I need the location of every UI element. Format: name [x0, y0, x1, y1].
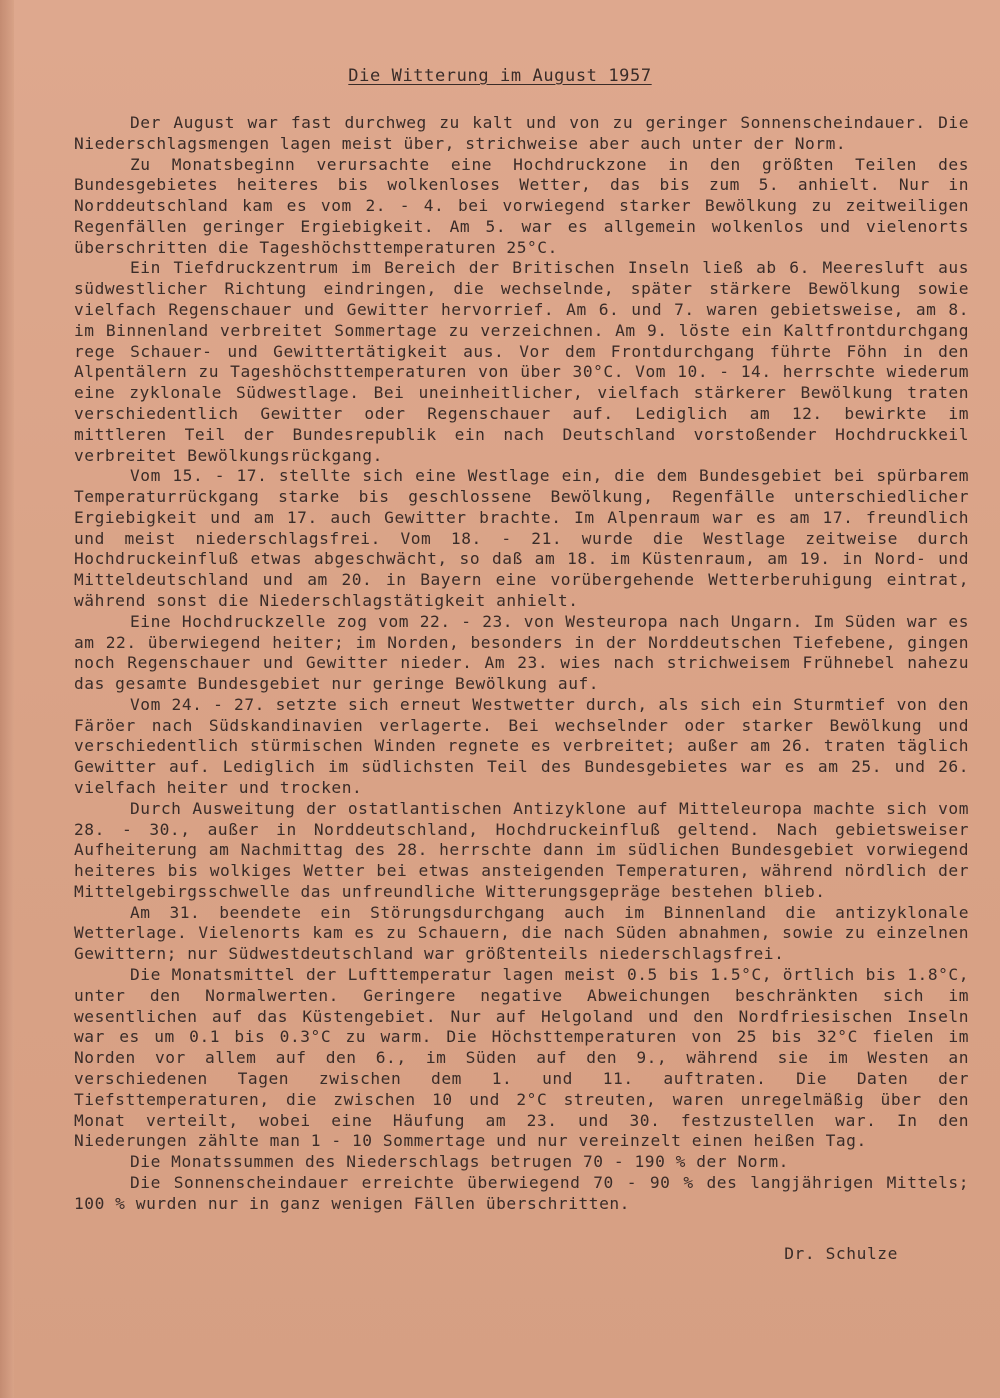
paragraph-month-start: Zu Monatsbeginn verursachte eine Hochdruckzone in den größten Teilen des Bundesgebietes heiteres bis wolkenloses Wetter, das bis zum 5. anhielt. Nur in Norddeutschland kam es vom 2. - 4. bei vorwiegend starker Bewölkung zu zeitweiligen Regenfällen geringer Ergiebigkeit. Am 5. war es allgemein wolkenlos und vielenorts überschritten die Tageshöchsttemperaturen 25°C. — [74, 154, 969, 257]
paragraph-summary: Der August war fast durchweg zu kalt und von zu geringer Sonnenscheindauer. Die Niederschlagsmengen lagen meist über, strichweise aber auch unter der Norm. — [74, 113, 969, 153]
paragraph-temperature: Die Monatsmittel der Lufttemperatur lagen meist 0.5 bis 1.5°C, örtlich bis 1.8°C, unter den Normalwerten. Geringere negative Abweichungen beschränkten sich im wesentlichen auf das Küstengebiet. Nur auf Helgoland und den Nordfriesischen Inseln war es um 0.1 bis 0.3°C zu warm. Die Höchsttemperaturen von 25 bis 32°C fielen im Norden vor allem auf den 6., im Süden auf den 9., während sie im Westen an verschiedenen Tagen zwischen dem 1. und 11. auftraten. Die Daten der Tiefsttemperaturen, die zwischen 10 und 2°C streuten, waren unregelmäßig über den Monat verteilt, wobei eine Häufung am 23. und 30. festzustellen war. In den Niederungen zählte man 1 - 10 Sommertage und nur vereinzelt einen heißen Tag. — [74, 965, 969, 1151]
paragraph-month-end: Am 31. beendete ein Störungsdurchgang auch im Binnenland die antizyklonale Wetterlage. Vielenorts kam es zu Schauern, die nach Süden abnahmen, sowie zu einzelnen Gewittern; nur Südwestdeutschland war größtenteils niederschlagsfrei. — [74, 902, 969, 964]
document-title: Die Witterung im August 1957 — [348, 66, 652, 86]
paragraph-precipitation: Die Monatssummen des Niederschlags betrugen 70 - 190 % der Norm. — [130, 1152, 789, 1172]
paragraph-anticyclone: Durch Ausweitung der ostatlantischen Antizyklone auf Mitteleuropa machte sich vom 28. - 30., außer in Norddeutschland, Hochdruckeinfluß geltend. Nach gebietsweiser Aufheiterung am Nachmittag des 28. herrschte dann im südlichen Bundesgebiet vorwiegend heiteres bis wolkiges Wetter bei etwas ansteigenden Temperaturen, während nördlich der Mittelgebirgsschwelle das unfreundliche Witterungsgepräge bestehen blieb. — [74, 798, 969, 901]
page-edge-shadow — [0, 0, 14, 1398]
paragraph-sunshine: Die Sonnenscheindauer erreichte überwiegend 70 - 90 % des langjährigen Mittels; 100 % wurden nur in ganz wenigen Fällen überschritten. — [74, 1172, 969, 1213]
paragraph-westwetter: Vom 24. - 27. setzte sich erneut Westwetter durch, als sich ein Sturmtief von den Färöer nach Südskandinavien verlagerte. Bei wechselnder oder starker Bewölkung und verschiedentlich stürmischen Winden regnete es verbreitet; außer am 26. traten täglich Gewitter auf. Lediglich im südlichsten Teil des Bundesgebietes war es am 25. und 26. vielfach heiter und trocken. — [74, 694, 969, 797]
paragraph-high-pressure-cell: Eine Hochdruckzelle zog vom 22. - 23. von Westeuropa nach Ungarn. Im Süden war es am 22. überwiegend heiter; im Norden, besonders in der Norddeutschen Tiefebene, gingen noch Regenschauer und Gewitter nieder. Am 23. wies nach strichweisem Frühnebel nahezu das gesamte Bundesgebiet nur geringe Bewölkung auf. — [74, 611, 969, 694]
signature: Dr. Schulze — [784, 1244, 898, 1263]
document-body — [74, 113, 969, 1214]
paragraph-low-pressure: Ein Tiefdruckzentrum im Bereich der Britischen Inseln ließ ab 6. Meeresluft aus südwestlicher Richtung eindringen, die wechselnde, später stärkere Bewölkung sowie vielfach Regenschauer und Gewitter hervorrief. Am 6. und 7. waren gebietsweise, am 8. im Binnenland verbreitet Sommertage zu verzeichnen. Am 9. löste ein Kaltfrontdurchgang rege Schauer- und Gewittertätigkeit aus. Vor dem Frontdurchgang führte Föhn in den Alpentälern zu Tageshöchsttemperaturen von über 30°C. Vom 10. - 14. herrschte wiederum eine zyklonale Südwestlage. Bei uneinheitlicher, vielfach stärkerer Bewölkung traten verschiedentlich Gewitter oder Regenschauer auf. Lediglich am 12. bewirkte im mittleren Teil der Bundesrepublik ein nach Deutschland vorstoßender Hochdruckkeil verbreitet Bewölkungsrückgang. — [74, 258, 969, 465]
paragraph-westlage: Vom 15. - 17. stellte sich eine Westlage ein, die dem Bundesgebiet bei spürbarem Temperaturrückgang starke bis geschlossene Bewölkung, Regenfälle unterschiedlicher Ergiebigkeit und am 17. auch Gewitter brachte. Im Alpenraum war es am 17. freundlich und meist niederschlagsfrei. Vom 18. - 21. wurde die Westlage zeitweise durch Hochdruckeinfluß etwas abgeschwächt, so daß am 18. im Küstenraum, am 19. in Nord- und Mitteldeutschland und am 20. in Bayern eine vorübergehende Wetterberuhigung eintrat, während sonst die Niederschlagstätigkeit anhielt. — [74, 466, 969, 610]
